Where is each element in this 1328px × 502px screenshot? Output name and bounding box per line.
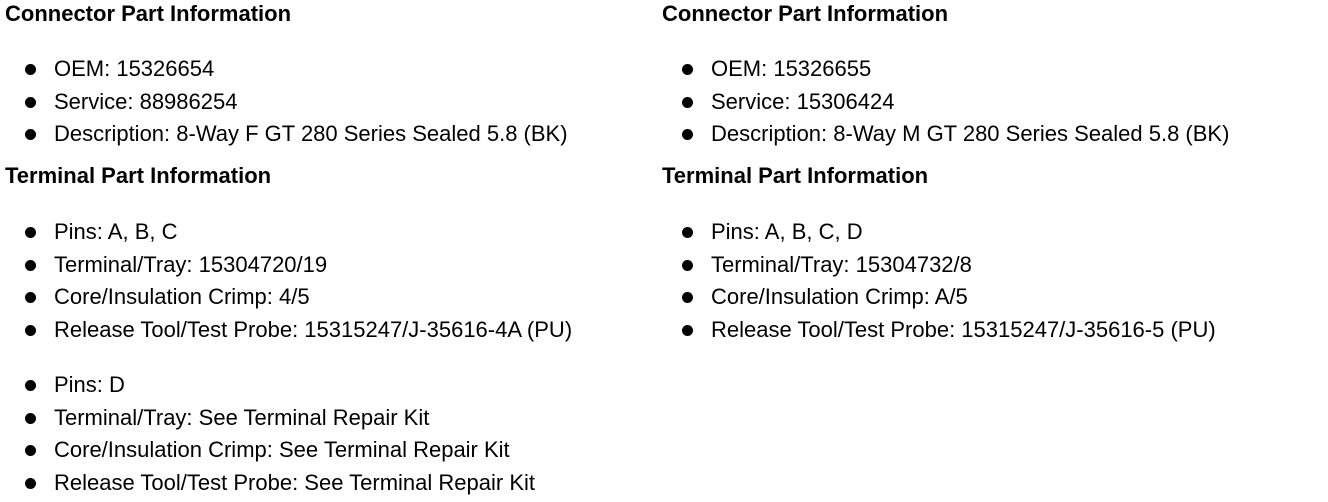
- bullet-icon: [682, 260, 693, 271]
- connector-part-heading: Connector Part Information: [662, 1, 949, 26]
- bullet-icon: [682, 129, 693, 140]
- terminal-part-heading: Terminal Part Information: [5, 163, 272, 188]
- bullet-icon: [682, 64, 693, 75]
- bullet-icon: [25, 445, 36, 456]
- bullet-icon: [25, 260, 36, 271]
- connector-part-heading: Connector Part Information: [5, 1, 292, 26]
- bullet-icon: [25, 129, 36, 140]
- terminal-part-heading: Terminal Part Information: [662, 163, 929, 188]
- bullet-icon: [25, 413, 36, 424]
- bullet-icon: [25, 227, 36, 238]
- bullet-icon: [682, 97, 693, 108]
- bullet-icon: [682, 325, 693, 336]
- bullet-icon: [25, 478, 36, 489]
- bullet-icon: [25, 380, 36, 391]
- bullet-icon: [25, 325, 36, 336]
- bullet-icon: [682, 292, 693, 303]
- bullet-icon: [25, 292, 36, 303]
- bullet-icon: [25, 64, 36, 75]
- bullet-icon: [25, 97, 36, 108]
- bullet-icon: [682, 227, 693, 238]
